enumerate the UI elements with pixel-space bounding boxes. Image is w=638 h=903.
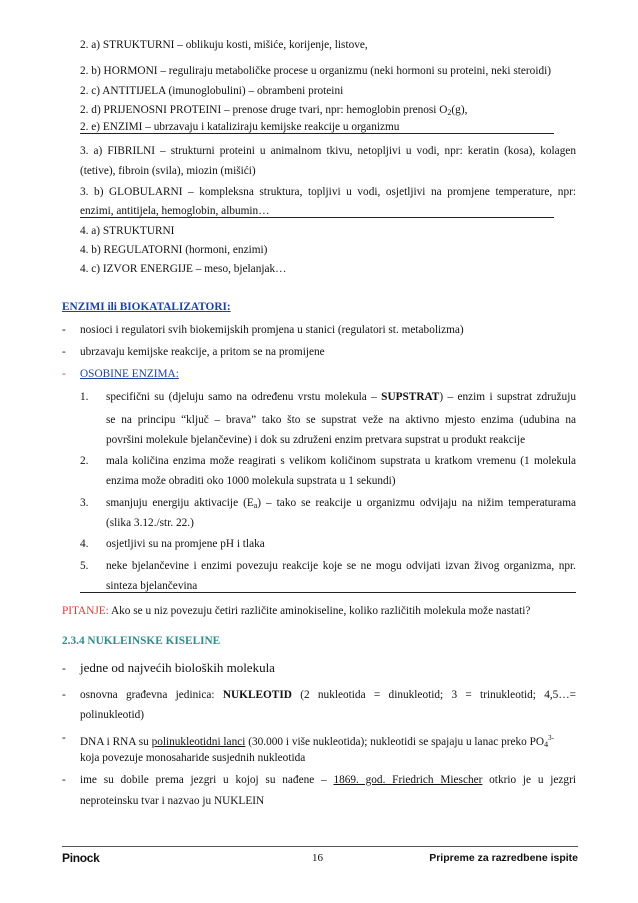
- nk-bullet-3-text-a: DNA i RNA su: [80, 736, 152, 748]
- section-heading: 2.3.4 NUKLEINSKE KISELINE: [62, 635, 221, 647]
- list-item-4b: 4. b) REGULATORNI (hormoni, enzimi): [80, 244, 268, 256]
- publisher-logo: Pinock: [62, 851, 100, 865]
- osobine-item-4: osjetljivi su na promjene pH i tlaka: [106, 538, 265, 550]
- nk-bullet-3-line-1: [80, 731, 554, 752]
- underline-rule: [80, 133, 554, 134]
- pitanje-line: [62, 604, 530, 618]
- bullet-dash: -: [62, 663, 66, 675]
- osobine-item-3-text-b: ) – tako se reakcije u organizmu odvijaju na nižim temperaturama: [257, 497, 576, 509]
- footer-title: Pripreme za razredbene ispite: [429, 852, 578, 864]
- nukleotid-term: NUKLEOTID: [222, 689, 292, 701]
- nk-bullet-2-text-c: (2 nukleotida = dinukleotid; 3 = trinukleotid; 4,5…=: [291, 689, 576, 701]
- osobine-number-3: 3.: [80, 497, 89, 509]
- list-item-2a: 2. a) STRUKTURNI – oblikuju kosti, mišiće, korijenje, listove,: [80, 39, 368, 51]
- list-item-2d: [80, 103, 467, 120]
- bullet-dash: -: [62, 324, 66, 336]
- osobine-item-3-text-a: smanjuju energiju aktivacije (E: [106, 497, 254, 509]
- enzimi-heading: ENZIMI ili BIOKATALIZATORI:: [62, 301, 231, 313]
- osobine-number-5: 5.: [80, 560, 89, 572]
- o2-subscript: 2: [447, 108, 452, 117]
- fibrilni-line-2: (tetive), fibroin (svila), miozin (mišići): [80, 165, 256, 177]
- nk-bullet-4-text-a: ime su dobile prema jezgri u kojoj su nađene –: [80, 774, 334, 786]
- nk-bullet-4-text-c: otkrio je u jezgri: [482, 774, 576, 786]
- po4-subscript: 4: [544, 740, 549, 749]
- polinukleotidni-term: polinukleotidni lanci: [151, 736, 246, 748]
- pitanje-text: Ako se u niz povezuju četiri različite aminokiseline, koliko različitih molekula može nastati?: [108, 605, 531, 617]
- nk-bullet-1: jedne od najvećih bioloških molekula: [80, 660, 275, 675]
- page-number: 16: [312, 852, 323, 864]
- bullet-dash: -: [62, 346, 66, 358]
- miescher-reference: 1869. god. Friedrich Miescher: [333, 774, 483, 786]
- nk-bullet-2-line-1: [80, 688, 576, 702]
- nk-bullet-2-text-a: osnovna građevna jedinica:: [80, 689, 223, 701]
- list-item-2c: 2. c) ANTITIJELA (imunoglobulini) – obrambeni proteini: [80, 85, 344, 97]
- osobine-item-5-line-1: neke bjelančevine i enzimi povezuju reakcije koje se ne mogu odvijati izvan živog organizma, npr.: [106, 560, 576, 572]
- enzimi-bullet-1: nosioci i regulatori svih biokemijskih promjena u stanici (regulatori st. metabolizma): [80, 324, 464, 336]
- list-item-4a: 4. a) STRUKTURNI: [80, 225, 175, 237]
- osobine-item-1-text-a: specifični su (djeluju samo na određenu vrstu molekula –: [106, 391, 382, 403]
- fibrilni-line-1: 3. a) FIBRILNI – strukturni proteini u animalnom tkivu, netopljivi u vodi, npr: keratin (kosa), kolagen: [80, 145, 576, 157]
- nk-bullet-3-text-c: (30.000 i više nukleotida); nukleotidi se spajaju u lanac preko PO: [245, 736, 545, 748]
- ea-subscript: a: [253, 501, 258, 510]
- nk-bullet-4-line-2: neproteinsku tvar i nazvao ju NUKLEIN: [80, 795, 265, 807]
- osobine-item-1-line-2: se na principu “ključ – brava” tako što se supstrat veže na aktivno mjesto enzima (udubina na: [106, 414, 576, 426]
- globularni-line-1: 3. b) GLOBULARNI – kompleksna struktura, topljivi u vodi, osjetljivi na promjene temperature, npr:: [80, 186, 576, 198]
- footer-rule: [62, 846, 578, 847]
- bullet-dash: -: [62, 774, 66, 786]
- list-item-2e: 2. e) ENZIMI – ubrzavaju i kataliziraju kemijske reakcije u organizmu: [80, 121, 400, 133]
- supstrat-term: SUPSTRAT: [381, 391, 440, 403]
- bullet-dash: -: [62, 732, 66, 744]
- osobine-item-2-line-1: mala količina enzima može reagirati s velikom količinom supstrata u kratkom vremenu (1 molekula: [106, 455, 576, 467]
- osobine-number-4: 4.: [80, 538, 89, 550]
- osobine-item-1-line-3: površini molekule bjelančevine) i dok su združeni enzim pretvara supstrat u produkt reakcije: [106, 434, 526, 446]
- underline-rule: [80, 217, 554, 218]
- osobine-item-3-line-1: [106, 496, 576, 513]
- osobine-number-2: 2.: [80, 455, 89, 467]
- list-item-4c: 4. c) IZVOR ENERGIJE – meso, bjelanjak…: [80, 263, 287, 275]
- globularni-line-2: enzimi, antitijela, hemoglobin, albumin…: [80, 205, 270, 217]
- nk-bullet-2-line-2: polinukleotid): [80, 709, 145, 721]
- o2-tail: (g),: [451, 104, 468, 116]
- po4-superscript: 3-: [548, 734, 554, 742]
- osobine-item-5-line-2: sinteza bjelančevina: [106, 580, 198, 592]
- osobine-item-1-text-c: ) – enzim i supstrat združuju: [439, 391, 576, 403]
- bullet-dash: -: [62, 368, 66, 380]
- underline-rule: [80, 592, 576, 593]
- bullet-dash: -: [62, 689, 66, 701]
- pitanje-label: PITANJE:: [62, 605, 109, 617]
- osobine-item-1-line-1: [106, 390, 576, 404]
- nk-bullet-3-line-2: koja povezuje monosaharide susjednih nukleotida: [80, 752, 306, 764]
- list-item-2b: 2. b) HORMONI – reguliraju metaboličke procese u organizmu (neki hormoni su proteini, neki steroidi): [80, 65, 552, 77]
- osobine-heading: OSOBINE ENZIMA:: [80, 368, 179, 380]
- osobine-item-2-line-2: enzima može obraditi oko 1000 molekula supstrata u 1 sekundi): [106, 475, 396, 487]
- nk-bullet-4-line-1: [80, 773, 576, 787]
- list-item-2d-text: 2. d) PRIJENOSNI PROTEINI – prenose druge tvari, npr: hemoglobin prenosi O: [80, 104, 448, 116]
- enzimi-bullet-2: ubrzavaju kemijske reakcije, a pritom se na promijene: [80, 346, 325, 358]
- osobine-item-3-line-2: (slika 3.12./str. 22.): [106, 517, 194, 529]
- osobine-number-1: 1.: [80, 391, 89, 403]
